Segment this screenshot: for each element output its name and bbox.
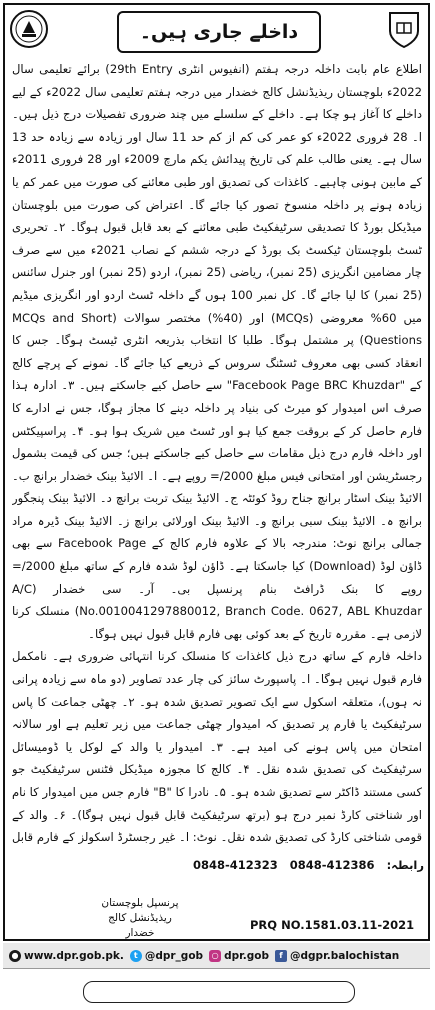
contact-phone-2: 0848-412323 — [192, 858, 278, 872]
notice-paragraph-1: اطلاع عام بابت داخلہ درجہ ہفتم (انفیوس انٹری 29th Entry) برائے تعلیمی سال 2022ء بلوچستان ریذیڈنشل کالج خضدار میں درجہ ہفتم تعلیمی سال 2022ء کے لیے داخلے کا آغاز ہو چکا ہے۔ داخلے کے سلسلے میں چند ضروری تفصیلات درج ذیل ہیں۔ ا۔ 28 فروری 2022ء کو عمر کی کم از کم حد 11 سال اور زیادہ سے زیادہ حد 13 سال ہے۔ یعنی طالب علم کی تاریخ پیدائش یکم مارچ 2009ء اور 28 فروری 2011ء کے مابین ہونی چاہیے۔ کاغذات کی تصدیق اور طبی معائنے کی صورت میں عمر کم یا زیادہ ہونے پر داخلہ منسوخ تصور کیا جائے گا۔ اعتراض کی صورت میں بلوچستان میڈیکل بورڈ کا تصدیقی سرٹیفکیٹ طبی معائنے کے بعد قابل قبول ہوگا۔ ۲۔ تحریری ٹسٹ بلوچستان ٹیکسٹ بک بورڈ کے درجہ ششم کے نصاب 2021ء میں سے صرف چار مضامین انگریزی (25 نمبر)، ریاضی (25 نمبر)، اردو (25 نمبر) اور جنرل سائنس (25 نمبر) کا لیا جائے گا۔ کل نمبر 100 ہوں گے داخلہ ٹسٹ اردو اور انگریزی میڈیم میں 60% معروضی (MCQs) اور (40%) مختصر سوالات (MCQs and Short Questions) پر مشتمل ہوگا۔ طلبا کا انتخاب بذریعہ انٹری ٹیسٹ ہوگا۔ جس کا انعقاد کسی بھی معروف ٹسٹنگ سروس کے ذریعے کیا جائے گا۔ نمونے کے پرچے کالج کے "Facebook Page BRC Khuzdar" سے حاصل کیے جاسکتے ہیں۔ ۳۔ ادارہ ہذا صرف اس امیدوار کو میرٹ کی بنیاد پر داخلہ دینے کا مجاز ہوگا، جس نے ادارے کا فارم حاصل کر کے بروقت جمع کیا ہو اور ٹسٹ میں شریک ہوا ہو۔ ۴۔ پراسپیکٹس اور داخلہ فارم درج ذیل مقامات سے حاصل کیے جاسکتے ہیں؛ جس کی قیمت بشمول رجسٹریشن اور امتحانی فیس مبلغ 2000/= روپے ہے۔ ا۔ الائیڈ بینک خضدار برانچ ب۔ الائیڈ بینک اسٹار برانچ جناح روڈ کوئٹہ ج۔ الائیڈ بینک تربت برانچ د۔ الائیڈ بینک پنجگور برانچ ہ۔ الائیڈ بینک سبی برانچ و۔ الائیڈ بینک اورلائی برانچ ز۔ الائیڈ بینک ڈیرہ مراد جمالی برانچ نوٹ: مندرجہ بالا کے علاوہ فارم کالج کے Facebook Page سے بھی ڈاؤن لوڈ (Download) کیا جاسکتا ہے۔ ڈاؤن لوڈ شدہ فارم کے ساتھ مبلغ 2000/= روپے کا بنک ڈرافٹ بنام پرنسپل بی۔ آر۔ سی خضدار (A/C No.0010041297880012, Branch Code. 0627, ABL Khuzdar) منسلک کرنا لازمی ہے۔ مقررہ تاریخ کے بعد کوئی بھی فارم قابل قبول نہیں ہوگا۔ — [12, 62, 422, 641]
footer-bar — [3, 943, 430, 969]
notice-header — [5, 5, 428, 57]
facebook-icon: f — [275, 950, 287, 962]
footer-facebook-text: @dgpr.balochistan — [290, 949, 400, 962]
balochistan-emblem-icon — [9, 9, 49, 49]
twitter-icon: t — [130, 950, 142, 962]
notice-body — [12, 58, 422, 848]
college-crest-icon — [384, 9, 424, 49]
page-title: داخلے جاری ہیں۔ — [117, 11, 321, 53]
footer-twitter[interactable] — [130, 950, 203, 962]
prq-number: PRQ NO.1581.03.11-2021 — [250, 918, 415, 932]
contact-row — [12, 858, 424, 878]
footer-instagram[interactable] — [209, 950, 269, 962]
footer-instagram-text: dpr.gob — [224, 949, 270, 962]
signature-line-2: ریذیڈنشل کالج خضدار — [108, 912, 172, 939]
globe-icon: ● — [9, 950, 21, 962]
contact-label: رابطہ: — [386, 858, 424, 872]
contact-phone-1: 0848-412386 — [289, 858, 375, 872]
instagram-icon: ○ — [209, 950, 221, 962]
signature-block — [100, 896, 180, 941]
footer-facebook[interactable] — [275, 950, 399, 962]
bottom-oval — [83, 981, 355, 1003]
notice-paragraph-2: داخلہ فارم کے ساتھ درج ذیل کاغذات کا منسلک کرنا انتہائی ضروری ہے۔ نامکمل فارم قبول نہیں ہوگا۔ ا۔ پاسپورٹ سائز کی چار عدد تصاویر (دو ماہ سے زیادہ پرانی نہ ہوں)، متعلقہ اسکول سے ایک تصویر تصدیق شدہ ہو۔ ۲۔ چھٹی جماعت کا پاس سرٹیفکیٹ یا فارم پر تصدیق کہ امیدوار چھٹی جماعت میں زیر تعلیم ہے اور سالانہ امتحان میں پاس ہونے کی امید ہے۔ ۳۔ امیدوار یا والد کے لوکل یا ڈومیسائل سرٹیفکیٹ کی تصدیق شدہ نقل۔ ۴۔ کالج کا مجوزہ میڈیکل فٹنس سرٹیفکیٹ جو کسی مستند ڈاکٹر سے تصدیق شدہ ہو۔ ۵۔ نادرا کا "B" فارم جس میں امیدوار کا نام اور شناختی کارڈ نمبر درج ہو (برتھ سرٹیفکیٹ قابل قبول نہیں ہوگا)۔ ۶۔ والد کے قومی شناختی کارڈ کی تصدیق شدہ نقل۔ نوٹ: ا۔ غیر رجسٹرڈ اسکولز کے فارم قابل — [12, 649, 422, 845]
bottom-strip — [3, 975, 430, 1007]
signature-line-1: پرنسپل بلوچستان — [101, 897, 179, 909]
footer-website-text: www.dpr.gob.pk. — [24, 949, 124, 962]
footer-website[interactable] — [9, 950, 124, 962]
footer-twitter-text: @dpr_gob — [144, 949, 204, 962]
